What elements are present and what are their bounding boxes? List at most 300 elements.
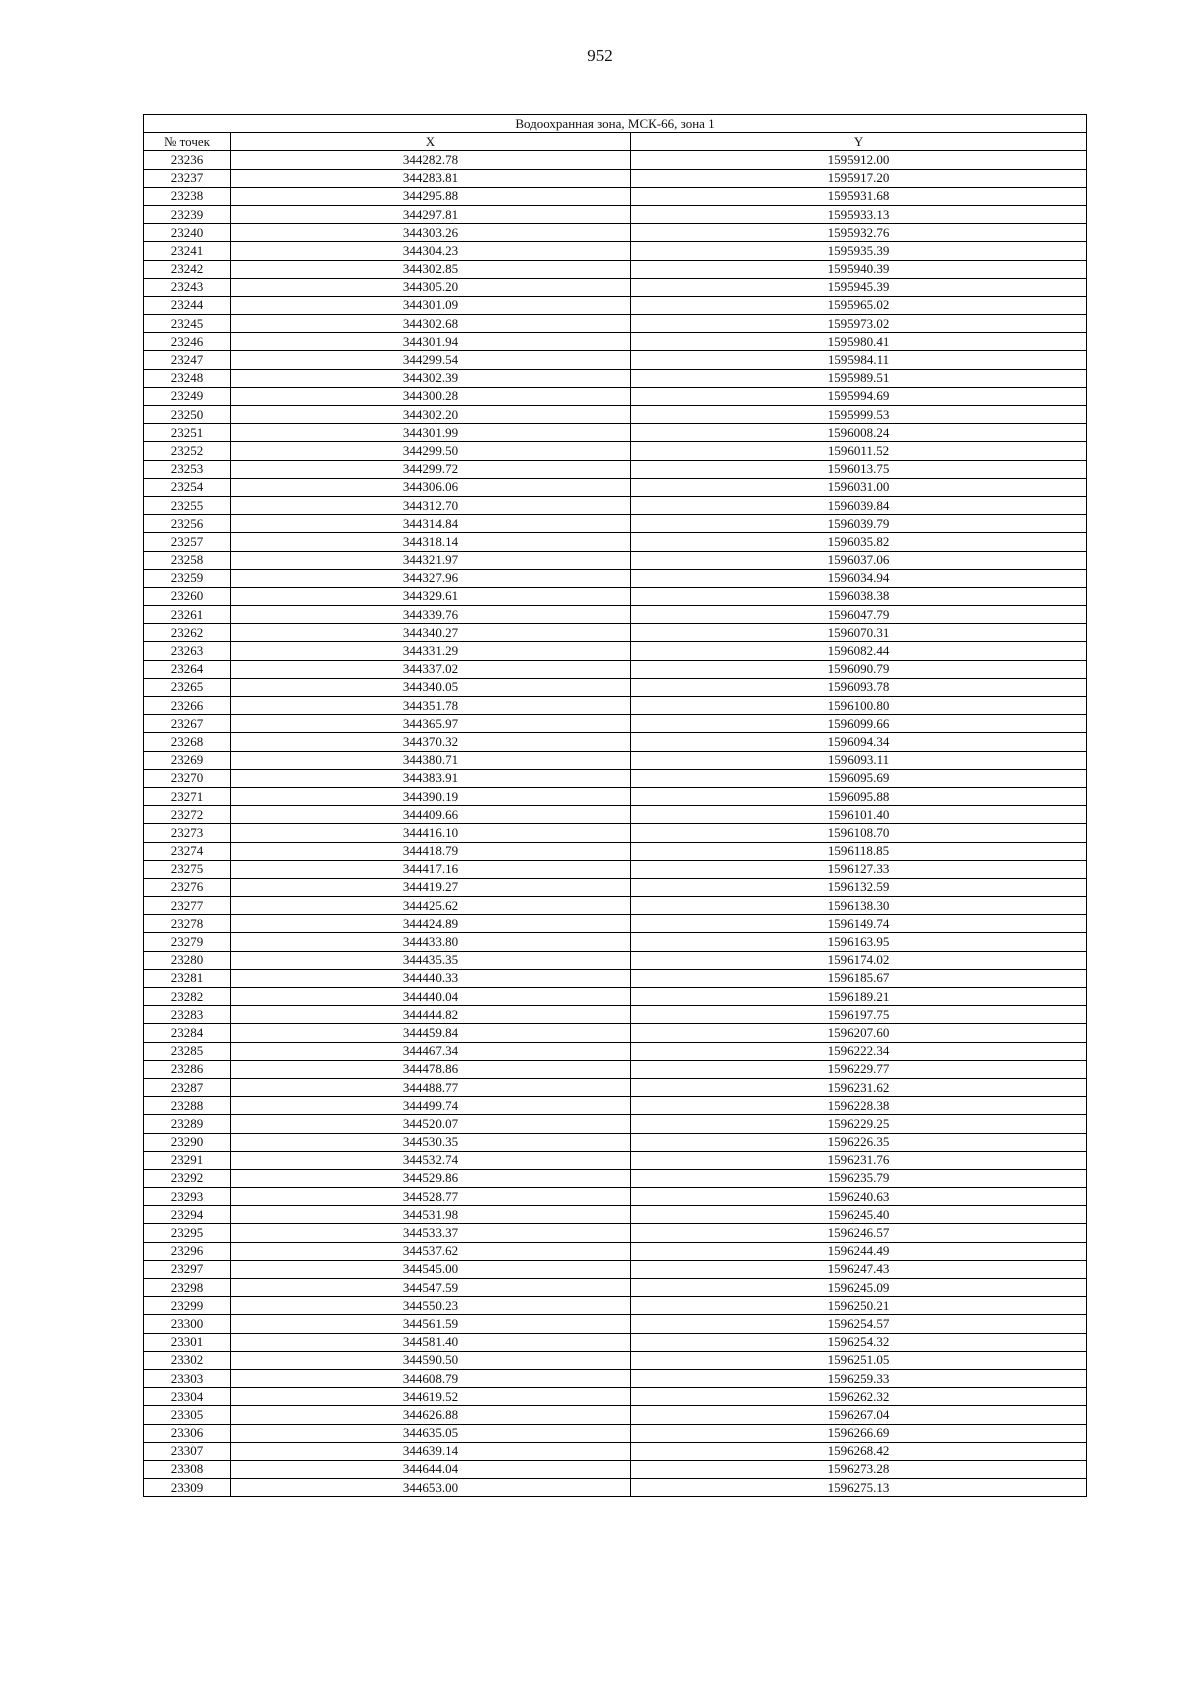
x-coordinate-cell: 344418.79 bbox=[231, 842, 631, 860]
y-coordinate-cell: 1596038.38 bbox=[631, 587, 1087, 605]
y-coordinate-cell: 1596207.60 bbox=[631, 1024, 1087, 1042]
column-header-point-number: № точек bbox=[144, 133, 231, 151]
point-number-cell: 23245 bbox=[144, 315, 231, 333]
table-row bbox=[144, 187, 1087, 205]
point-number-cell: 23290 bbox=[144, 1133, 231, 1151]
page-number: 952 bbox=[587, 46, 613, 65]
point-number-cell: 23274 bbox=[144, 842, 231, 860]
table-row bbox=[144, 224, 1087, 242]
point-number-cell: 23254 bbox=[144, 478, 231, 496]
table-row bbox=[144, 1260, 1087, 1278]
y-coordinate-cell: 1596094.34 bbox=[631, 733, 1087, 751]
table-row bbox=[144, 1078, 1087, 1096]
x-coordinate-cell: 344299.72 bbox=[231, 460, 631, 478]
y-coordinate-cell: 1596118.85 bbox=[631, 842, 1087, 860]
table-row bbox=[144, 624, 1087, 642]
y-coordinate-cell: 1596250.21 bbox=[631, 1297, 1087, 1315]
y-coordinate-cell: 1595984.11 bbox=[631, 351, 1087, 369]
table-row bbox=[144, 1279, 1087, 1297]
y-coordinate-cell: 1596189.21 bbox=[631, 988, 1087, 1006]
y-coordinate-cell: 1596047.79 bbox=[631, 606, 1087, 624]
y-coordinate-cell: 1596132.59 bbox=[631, 878, 1087, 896]
x-coordinate-cell: 344302.20 bbox=[231, 406, 631, 424]
table-row bbox=[144, 1297, 1087, 1315]
y-coordinate-cell: 1595912.00 bbox=[631, 151, 1087, 169]
y-coordinate-cell: 1595933.13 bbox=[631, 205, 1087, 223]
table-row bbox=[144, 806, 1087, 824]
point-number-cell: 23276 bbox=[144, 878, 231, 896]
point-number-cell: 23251 bbox=[144, 424, 231, 442]
y-coordinate-cell: 1595989.51 bbox=[631, 369, 1087, 387]
y-coordinate-cell: 1596229.25 bbox=[631, 1115, 1087, 1133]
point-number-cell: 23257 bbox=[144, 533, 231, 551]
point-number-cell: 23261 bbox=[144, 606, 231, 624]
x-coordinate-cell: 344337.02 bbox=[231, 660, 631, 678]
y-coordinate-cell: 1596226.35 bbox=[631, 1133, 1087, 1151]
y-coordinate-cell: 1596231.76 bbox=[631, 1151, 1087, 1169]
point-number-cell: 23296 bbox=[144, 1242, 231, 1260]
table-row bbox=[144, 1369, 1087, 1387]
point-number-cell: 23237 bbox=[144, 169, 231, 187]
y-coordinate-cell: 1596090.79 bbox=[631, 660, 1087, 678]
y-coordinate-cell: 1596244.49 bbox=[631, 1242, 1087, 1260]
y-coordinate-cell: 1596008.24 bbox=[631, 424, 1087, 442]
y-coordinate-cell: 1596240.63 bbox=[631, 1188, 1087, 1206]
table-row bbox=[144, 842, 1087, 860]
y-coordinate-cell: 1596149.74 bbox=[631, 915, 1087, 933]
x-coordinate-cell: 344327.96 bbox=[231, 569, 631, 587]
table-row bbox=[144, 988, 1087, 1006]
x-coordinate-cell: 344383.91 bbox=[231, 769, 631, 787]
y-coordinate-cell: 1596222.34 bbox=[631, 1042, 1087, 1060]
point-number-cell: 23270 bbox=[144, 769, 231, 787]
point-number-cell: 23241 bbox=[144, 242, 231, 260]
point-number-cell: 23292 bbox=[144, 1169, 231, 1187]
point-number-cell: 23275 bbox=[144, 860, 231, 878]
y-coordinate-cell: 1595945.39 bbox=[631, 278, 1087, 296]
x-coordinate-cell: 344547.59 bbox=[231, 1279, 631, 1297]
y-coordinate-cell: 1596174.02 bbox=[631, 951, 1087, 969]
point-number-cell: 23250 bbox=[144, 406, 231, 424]
x-coordinate-cell: 344365.97 bbox=[231, 715, 631, 733]
table-row bbox=[144, 951, 1087, 969]
x-coordinate-cell: 344409.66 bbox=[231, 806, 631, 824]
table-header-row bbox=[144, 133, 1087, 151]
table-row bbox=[144, 1406, 1087, 1424]
table-row bbox=[144, 878, 1087, 896]
x-coordinate-cell: 344419.27 bbox=[231, 878, 631, 896]
table-row bbox=[144, 1333, 1087, 1351]
table-row bbox=[144, 969, 1087, 987]
point-number-cell: 23305 bbox=[144, 1406, 231, 1424]
table-row bbox=[144, 933, 1087, 951]
x-coordinate-cell: 344478.86 bbox=[231, 1060, 631, 1078]
y-coordinate-cell: 1596254.32 bbox=[631, 1333, 1087, 1351]
y-coordinate-cell: 1595932.76 bbox=[631, 224, 1087, 242]
point-number-cell: 23302 bbox=[144, 1351, 231, 1369]
y-coordinate-cell: 1596035.82 bbox=[631, 533, 1087, 551]
x-coordinate-cell: 344533.37 bbox=[231, 1224, 631, 1242]
x-coordinate-cell: 344467.34 bbox=[231, 1042, 631, 1060]
y-coordinate-cell: 1595935.39 bbox=[631, 242, 1087, 260]
table-row bbox=[144, 897, 1087, 915]
point-number-cell: 23272 bbox=[144, 806, 231, 824]
x-coordinate-cell: 344488.77 bbox=[231, 1078, 631, 1096]
y-coordinate-cell: 1596039.79 bbox=[631, 515, 1087, 533]
x-coordinate-cell: 344459.84 bbox=[231, 1024, 631, 1042]
y-coordinate-cell: 1596185.67 bbox=[631, 969, 1087, 987]
y-coordinate-cell: 1595931.68 bbox=[631, 187, 1087, 205]
x-coordinate-cell: 344639.14 bbox=[231, 1442, 631, 1460]
x-coordinate-cell: 344297.81 bbox=[231, 205, 631, 223]
table-row bbox=[144, 151, 1087, 169]
table-row bbox=[144, 1388, 1087, 1406]
table-row bbox=[144, 769, 1087, 787]
point-number-cell: 23268 bbox=[144, 733, 231, 751]
point-number-cell: 23258 bbox=[144, 551, 231, 569]
table-row bbox=[144, 1424, 1087, 1442]
y-coordinate-cell: 1595973.02 bbox=[631, 315, 1087, 333]
table-row bbox=[144, 606, 1087, 624]
point-number-cell: 23308 bbox=[144, 1460, 231, 1478]
x-coordinate-cell: 344301.94 bbox=[231, 333, 631, 351]
point-number-cell: 23280 bbox=[144, 951, 231, 969]
x-coordinate-cell: 344499.74 bbox=[231, 1097, 631, 1115]
y-coordinate-cell: 1596268.42 bbox=[631, 1442, 1087, 1460]
point-number-cell: 23309 bbox=[144, 1479, 231, 1497]
point-number-cell: 23284 bbox=[144, 1024, 231, 1042]
x-coordinate-cell: 344435.35 bbox=[231, 951, 631, 969]
table-row bbox=[144, 678, 1087, 696]
x-coordinate-cell: 344440.04 bbox=[231, 988, 631, 1006]
table-row bbox=[144, 787, 1087, 805]
point-number-cell: 23262 bbox=[144, 624, 231, 642]
point-number-cell: 23282 bbox=[144, 988, 231, 1006]
point-number-cell: 23236 bbox=[144, 151, 231, 169]
y-coordinate-cell: 1596197.75 bbox=[631, 1006, 1087, 1024]
point-number-cell: 23287 bbox=[144, 1078, 231, 1096]
table-row bbox=[144, 733, 1087, 751]
point-number-cell: 23259 bbox=[144, 569, 231, 587]
y-coordinate-cell: 1596093.11 bbox=[631, 751, 1087, 769]
x-coordinate-cell: 344619.52 bbox=[231, 1388, 631, 1406]
y-coordinate-cell: 1596275.13 bbox=[631, 1479, 1087, 1497]
y-coordinate-cell: 1596245.40 bbox=[631, 1206, 1087, 1224]
point-number-cell: 23306 bbox=[144, 1424, 231, 1442]
table-row bbox=[144, 333, 1087, 351]
table-row bbox=[144, 1006, 1087, 1024]
x-coordinate-cell: 344537.62 bbox=[231, 1242, 631, 1260]
point-number-cell: 23281 bbox=[144, 969, 231, 987]
point-number-cell: 23279 bbox=[144, 933, 231, 951]
y-coordinate-cell: 1596011.52 bbox=[631, 442, 1087, 460]
x-coordinate-cell: 344305.20 bbox=[231, 278, 631, 296]
x-coordinate-cell: 344303.26 bbox=[231, 224, 631, 242]
table-row bbox=[144, 697, 1087, 715]
x-coordinate-cell: 344530.35 bbox=[231, 1133, 631, 1151]
table-row bbox=[144, 1097, 1087, 1115]
table-row bbox=[144, 1479, 1087, 1497]
table-row bbox=[144, 642, 1087, 660]
table-row bbox=[144, 715, 1087, 733]
point-number-cell: 23288 bbox=[144, 1097, 231, 1115]
y-coordinate-cell: 1596127.33 bbox=[631, 860, 1087, 878]
x-coordinate-cell: 344528.77 bbox=[231, 1188, 631, 1206]
x-coordinate-cell: 344301.09 bbox=[231, 296, 631, 314]
y-coordinate-cell: 1596100.80 bbox=[631, 697, 1087, 715]
table-row bbox=[144, 1351, 1087, 1369]
y-coordinate-cell: 1596235.79 bbox=[631, 1169, 1087, 1187]
y-coordinate-cell: 1596070.31 bbox=[631, 624, 1087, 642]
table-row bbox=[144, 515, 1087, 533]
point-number-cell: 23253 bbox=[144, 460, 231, 478]
point-number-cell: 23239 bbox=[144, 205, 231, 223]
table-row bbox=[144, 1042, 1087, 1060]
point-number-cell: 23294 bbox=[144, 1206, 231, 1224]
point-number-cell: 23249 bbox=[144, 387, 231, 405]
x-coordinate-cell: 344581.40 bbox=[231, 1333, 631, 1351]
point-number-cell: 23301 bbox=[144, 1333, 231, 1351]
x-coordinate-cell: 344295.88 bbox=[231, 187, 631, 205]
point-number-cell: 23277 bbox=[144, 897, 231, 915]
y-coordinate-cell: 1596093.78 bbox=[631, 678, 1087, 696]
point-number-cell: 23263 bbox=[144, 642, 231, 660]
y-coordinate-cell: 1596267.04 bbox=[631, 1406, 1087, 1424]
y-coordinate-cell: 1596266.69 bbox=[631, 1424, 1087, 1442]
table-row bbox=[144, 442, 1087, 460]
y-coordinate-cell: 1596254.57 bbox=[631, 1315, 1087, 1333]
point-number-cell: 23240 bbox=[144, 224, 231, 242]
y-coordinate-cell: 1596013.75 bbox=[631, 460, 1087, 478]
point-number-cell: 23297 bbox=[144, 1260, 231, 1278]
table-row bbox=[144, 1224, 1087, 1242]
x-coordinate-cell: 344529.86 bbox=[231, 1169, 631, 1187]
table-row bbox=[144, 1115, 1087, 1133]
x-coordinate-cell: 344653.00 bbox=[231, 1479, 631, 1497]
table-row bbox=[144, 387, 1087, 405]
point-number-cell: 23293 bbox=[144, 1188, 231, 1206]
table-row bbox=[144, 587, 1087, 605]
table-row bbox=[144, 242, 1087, 260]
x-coordinate-cell: 344520.07 bbox=[231, 1115, 631, 1133]
point-number-cell: 23307 bbox=[144, 1442, 231, 1460]
point-number-cell: 23285 bbox=[144, 1042, 231, 1060]
point-number-cell: 23267 bbox=[144, 715, 231, 733]
y-coordinate-cell: 1595994.69 bbox=[631, 387, 1087, 405]
x-coordinate-cell: 344417.16 bbox=[231, 860, 631, 878]
x-coordinate-cell: 344644.04 bbox=[231, 1460, 631, 1478]
table-row bbox=[144, 478, 1087, 496]
x-coordinate-cell: 344318.14 bbox=[231, 533, 631, 551]
point-number-cell: 23238 bbox=[144, 187, 231, 205]
y-coordinate-cell: 1595917.20 bbox=[631, 169, 1087, 187]
table-title-row bbox=[144, 115, 1087, 133]
table-row bbox=[144, 1169, 1087, 1187]
x-coordinate-cell: 344635.05 bbox=[231, 1424, 631, 1442]
table-row bbox=[144, 406, 1087, 424]
table-row bbox=[144, 569, 1087, 587]
table-row bbox=[144, 860, 1087, 878]
point-number-cell: 23286 bbox=[144, 1060, 231, 1078]
x-coordinate-cell: 344304.23 bbox=[231, 242, 631, 260]
y-coordinate-cell: 1596095.88 bbox=[631, 787, 1087, 805]
point-number-cell: 23260 bbox=[144, 587, 231, 605]
table-row bbox=[144, 1460, 1087, 1478]
y-coordinate-cell: 1596251.05 bbox=[631, 1351, 1087, 1369]
table-title: Водоохранная зона, МСК-66, зона 1 bbox=[144, 115, 1087, 133]
x-coordinate-cell: 344444.82 bbox=[231, 1006, 631, 1024]
point-number-cell: 23300 bbox=[144, 1315, 231, 1333]
x-coordinate-cell: 344299.50 bbox=[231, 442, 631, 460]
point-number-cell: 23264 bbox=[144, 660, 231, 678]
coordinates-table bbox=[143, 114, 1087, 1497]
table-row bbox=[144, 315, 1087, 333]
y-coordinate-cell: 1596034.94 bbox=[631, 569, 1087, 587]
table-row bbox=[144, 278, 1087, 296]
x-coordinate-cell: 344339.76 bbox=[231, 606, 631, 624]
table-row bbox=[144, 1060, 1087, 1078]
table-row bbox=[144, 369, 1087, 387]
table-row bbox=[144, 751, 1087, 769]
x-coordinate-cell: 344331.29 bbox=[231, 642, 631, 660]
point-number-cell: 23255 bbox=[144, 496, 231, 514]
x-coordinate-cell: 344370.32 bbox=[231, 733, 631, 751]
point-number-cell: 23247 bbox=[144, 351, 231, 369]
table-row bbox=[144, 1151, 1087, 1169]
point-number-cell: 23271 bbox=[144, 787, 231, 805]
table-body bbox=[144, 151, 1087, 1497]
y-coordinate-cell: 1596031.00 bbox=[631, 478, 1087, 496]
y-coordinate-cell: 1595980.41 bbox=[631, 333, 1087, 351]
table-row bbox=[144, 660, 1087, 678]
point-number-cell: 23266 bbox=[144, 697, 231, 715]
x-coordinate-cell: 344433.80 bbox=[231, 933, 631, 951]
table-row bbox=[144, 1206, 1087, 1224]
y-coordinate-cell: 1596229.77 bbox=[631, 1060, 1087, 1078]
point-number-cell: 23283 bbox=[144, 1006, 231, 1024]
table-row bbox=[144, 496, 1087, 514]
point-number-cell: 23256 bbox=[144, 515, 231, 533]
y-coordinate-cell: 1595999.53 bbox=[631, 406, 1087, 424]
point-number-cell: 23295 bbox=[144, 1224, 231, 1242]
x-coordinate-cell: 344306.06 bbox=[231, 478, 631, 496]
x-coordinate-cell: 344561.59 bbox=[231, 1315, 631, 1333]
point-number-cell: 23246 bbox=[144, 333, 231, 351]
point-number-cell: 23248 bbox=[144, 369, 231, 387]
table-row bbox=[144, 351, 1087, 369]
table-row bbox=[144, 296, 1087, 314]
x-coordinate-cell: 344380.71 bbox=[231, 751, 631, 769]
point-number-cell: 23269 bbox=[144, 751, 231, 769]
x-coordinate-cell: 344626.88 bbox=[231, 1406, 631, 1424]
x-coordinate-cell: 344425.62 bbox=[231, 897, 631, 915]
y-coordinate-cell: 1596099.66 bbox=[631, 715, 1087, 733]
x-coordinate-cell: 344545.00 bbox=[231, 1260, 631, 1278]
column-header-x: X bbox=[231, 133, 631, 151]
x-coordinate-cell: 344608.79 bbox=[231, 1369, 631, 1387]
table-row bbox=[144, 1442, 1087, 1460]
point-number-cell: 23273 bbox=[144, 824, 231, 842]
y-coordinate-cell: 1596108.70 bbox=[631, 824, 1087, 842]
x-coordinate-cell: 344321.97 bbox=[231, 551, 631, 569]
table-row bbox=[144, 1315, 1087, 1333]
column-header-y: Y bbox=[631, 133, 1087, 151]
y-coordinate-cell: 1596247.43 bbox=[631, 1260, 1087, 1278]
point-number-cell: 23252 bbox=[144, 442, 231, 460]
x-coordinate-cell: 344302.85 bbox=[231, 260, 631, 278]
x-coordinate-cell: 344351.78 bbox=[231, 697, 631, 715]
point-number-cell: 23243 bbox=[144, 278, 231, 296]
y-coordinate-cell: 1595965.02 bbox=[631, 296, 1087, 314]
point-number-cell: 23242 bbox=[144, 260, 231, 278]
x-coordinate-cell: 344329.61 bbox=[231, 587, 631, 605]
y-coordinate-cell: 1596273.28 bbox=[631, 1460, 1087, 1478]
table-row bbox=[144, 1024, 1087, 1042]
table-row bbox=[144, 424, 1087, 442]
y-coordinate-cell: 1596228.38 bbox=[631, 1097, 1087, 1115]
point-number-cell: 23298 bbox=[144, 1279, 231, 1297]
x-coordinate-cell: 344302.68 bbox=[231, 315, 631, 333]
y-coordinate-cell: 1596262.32 bbox=[631, 1388, 1087, 1406]
y-coordinate-cell: 1596231.62 bbox=[631, 1078, 1087, 1096]
y-coordinate-cell: 1596259.33 bbox=[631, 1369, 1087, 1387]
y-coordinate-cell: 1596245.09 bbox=[631, 1279, 1087, 1297]
x-coordinate-cell: 344416.10 bbox=[231, 824, 631, 842]
x-coordinate-cell: 344340.05 bbox=[231, 678, 631, 696]
point-number-cell: 23291 bbox=[144, 1151, 231, 1169]
x-coordinate-cell: 344283.81 bbox=[231, 169, 631, 187]
y-coordinate-cell: 1596039.84 bbox=[631, 496, 1087, 514]
table-row bbox=[144, 915, 1087, 933]
table-row bbox=[144, 205, 1087, 223]
y-coordinate-cell: 1596101.40 bbox=[631, 806, 1087, 824]
x-coordinate-cell: 344299.54 bbox=[231, 351, 631, 369]
x-coordinate-cell: 344302.39 bbox=[231, 369, 631, 387]
point-number-cell: 23278 bbox=[144, 915, 231, 933]
table-row bbox=[144, 1133, 1087, 1151]
x-coordinate-cell: 344282.78 bbox=[231, 151, 631, 169]
table-row bbox=[144, 260, 1087, 278]
x-coordinate-cell: 344300.28 bbox=[231, 387, 631, 405]
x-coordinate-cell: 344301.99 bbox=[231, 424, 631, 442]
x-coordinate-cell: 344440.33 bbox=[231, 969, 631, 987]
y-coordinate-cell: 1596037.06 bbox=[631, 551, 1087, 569]
table-row bbox=[144, 533, 1087, 551]
point-number-cell: 23265 bbox=[144, 678, 231, 696]
x-coordinate-cell: 344314.84 bbox=[231, 515, 631, 533]
x-coordinate-cell: 344390.19 bbox=[231, 787, 631, 805]
point-number-cell: 23303 bbox=[144, 1369, 231, 1387]
y-coordinate-cell: 1596095.69 bbox=[631, 769, 1087, 787]
y-coordinate-cell: 1595940.39 bbox=[631, 260, 1087, 278]
table-row bbox=[144, 169, 1087, 187]
table-row bbox=[144, 551, 1087, 569]
x-coordinate-cell: 344340.27 bbox=[231, 624, 631, 642]
x-coordinate-cell: 344532.74 bbox=[231, 1151, 631, 1169]
x-coordinate-cell: 344424.89 bbox=[231, 915, 631, 933]
y-coordinate-cell: 1596082.44 bbox=[631, 642, 1087, 660]
x-coordinate-cell: 344550.23 bbox=[231, 1297, 631, 1315]
x-coordinate-cell: 344312.70 bbox=[231, 496, 631, 514]
point-number-cell: 23299 bbox=[144, 1297, 231, 1315]
x-coordinate-cell: 344590.50 bbox=[231, 1351, 631, 1369]
table-row bbox=[144, 824, 1087, 842]
y-coordinate-cell: 1596246.57 bbox=[631, 1224, 1087, 1242]
point-number-cell: 23304 bbox=[144, 1388, 231, 1406]
table-row bbox=[144, 460, 1087, 478]
table-row bbox=[144, 1242, 1087, 1260]
table-row bbox=[144, 1188, 1087, 1206]
